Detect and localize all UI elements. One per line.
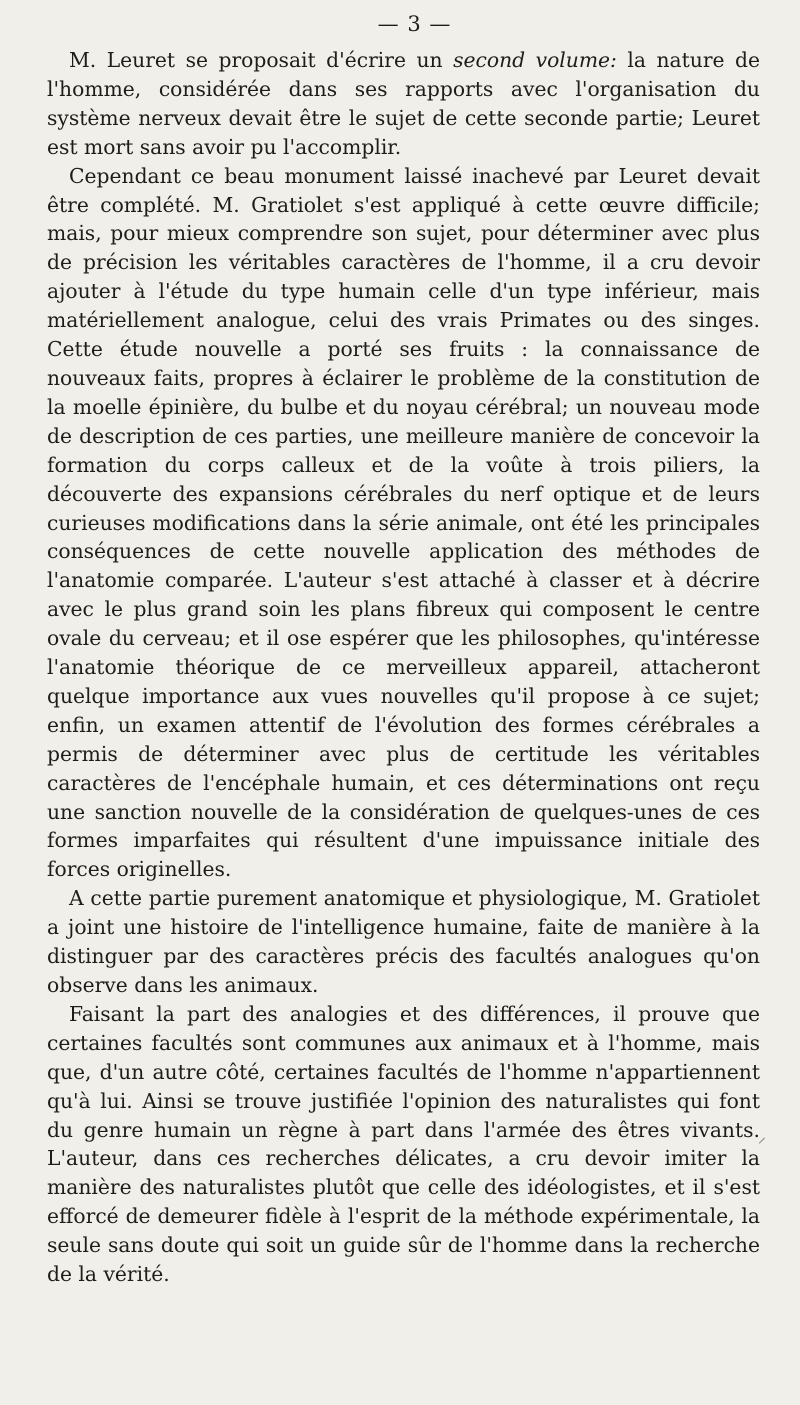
paragraph-1-start: M. Leuret se proposait d'écrire un <box>69 48 454 72</box>
page-number: — 3 — <box>377 12 452 36</box>
paragraph-2: Cependant ce beau monument laissé inachevé par Leuret devait être complété. M. Gratiolet s'est appliqué à cette œuvre difficile; mais, pour mieux comprendre son sujet, pour déterminer avec plus de précision les véritables caractères de l'homme, il a cru devoir ajouter à l'étude du type humain celle d'un type inférieur, mais matériellement analogue, celui des vrais Primates ou des singes. Cette étude nouvelle a porté ses fruits : la connaissance de nouveaux faits, propres à éclairer le problème de la constitution de la moelle épinière, du bulbe et du noyau cérébral; un nouveau mode de description de ces parties, une meilleure manière de concevoir la formation du corps calleux et de la voûte à trois piliers, la découverte des expansions cérébrales du nerf optique et de leurs curieuses modifications dans la série animale, ont été les principales conséquences de cette nouvelle application des méthodes de l'anatomie comparée. L'auteur s'est attaché à classer et à décrire avec le plus grand soin les plans fibreux qui composent le centre ovale du cerveau; et il ose espérer que les philosophes, qu'intéresse l'anatomie théorique de ce merveilleux appareil, attacheront quelque importance aux vues nouvelles qu'il propose à ce sujet; enfin, un examen attentif de l'évolution des formes cérébrales a permis de déterminer avec plus de certitude les véritables caractères de l'encéphale humain, et ces déterminations ont reçu une sanction nouvelle de la considération de quelques-unes de ces formes imparfaites qui résultent d'une impuissance initiale des forces originelles. <box>47 163 760 882</box>
emphasized-title: second volume: <box>453 48 617 72</box>
paragraph-1 <box>47 46 760 162</box>
paragraph-4: Faisant la part des analogies et des différences, il prouve que certaines facultés sont communes aux animaux et à l'homme, mais que, d'un autre côté, certaines facultés de l'homme n'appartiennent qu'à lui. Ainsi se trouve justifiée l'opinion des naturalistes qui font du genre humain un règne à part dans l'armée des êtres vivants. L'auteur, dans ces recherches délicates, a cru devoir imiter la manière des naturalistes plutôt que celle des idéologistes, et il s'est efforcé de demeurer fidèle à l'esprit de la méthode expérimentale, la seule sans doute qui soit un guide sûr de l'homme dans la recherche de la vérité. <box>47 1001 760 1287</box>
paragraph-1-end: la nature de l'homme, considérée dans ses rapports avec l'organisation du système nerveux devait être le sujet de cette seconde partie; Leuret est mort sans avoir pu l'accomplir. <box>47 48 761 159</box>
book-page <box>47 12 760 1289</box>
paragraph-3: A cette partie purement anatomique et physiologique, M. Gratiolet a joint une histoire de l'intelligence humaine, faite de manière à la distinguer par des caractères précis des facultés analogues qu'on observe dans les animaux. <box>47 886 760 997</box>
